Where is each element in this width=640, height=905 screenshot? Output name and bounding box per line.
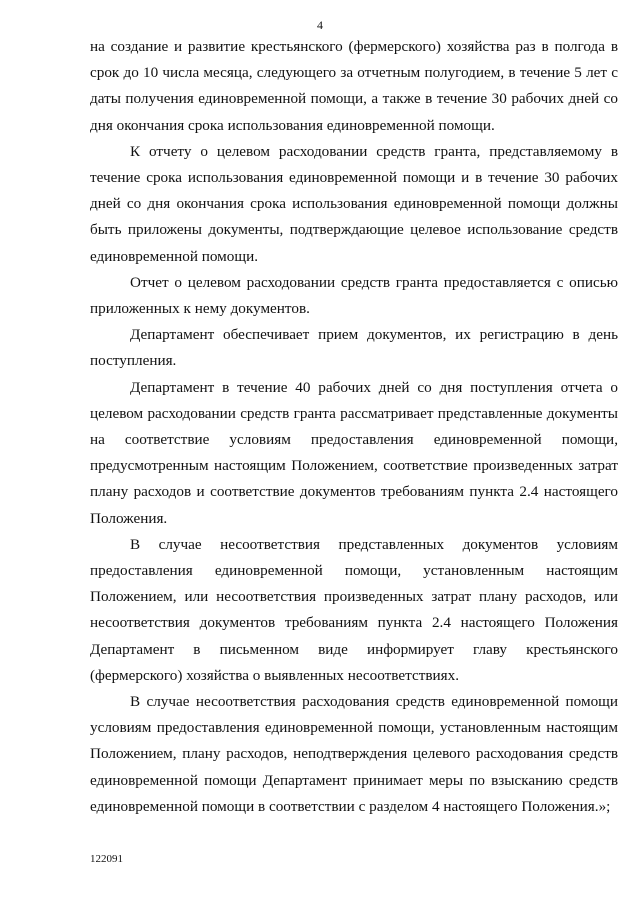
paragraph-nonconformity-notice: В случае несоответствия представленных документов условиям предоставления единовременной помощи, установленным настоящим Положением, или несоответствия произведенных затрат плану расходов, или несоответствия документов требованиям пункта 2.4 настоящего Положения Департамент в письменном виде информирует главу крестьянского (фермерского) хозяйства о выявленных несоответствиях.	[90, 535, 618, 684]
paragraph-document-registration: Департамент обеспечивает прием документов, их регистрацию в день поступления.	[90, 326, 618, 370]
paragraph-report-deadlines: на создание и развитие крестьянского (фермерского) хозяйства раз в полгода в срок до 10 числа месяца, следующего за отчетным полугодием, в течение 5 лет с даты получения единовременной помощи, а также в течение 30 рабочих дней со дня окончания срока использования единовременной помощи.	[90, 38, 618, 134]
page-number: 4	[317, 18, 323, 32]
paragraph-report-review: Департамент в течение 40 рабочих дней со дня поступления отчета о целевом расходовании средств гранта рассматривает представленные документы на соответствие условиям предоставления единовременной помощи, предусмотренным настоящим Положением, соответствие произведенных затрат плану расходов и соответствие документов требованиям пункта 2.4 настоящего Положения.	[90, 378, 618, 527]
paragraph-recovery-measures: В случае несоответствия расходования средств единовременной помощи условиям предоставления единовременной помощи, установленным настоящим Положением, плану расходов, неподтверждения целевого расходования средств единовременной помощи Департамент принимает меры по взысканию средств единовременной помощи в соответствии с разделом 4 настоящего Положения.»;	[90, 693, 618, 815]
paragraph-report-inventory: Отчет о целевом расходовании средств гранта предоставляется с описью приложенных к нему документов.	[90, 273, 618, 318]
paragraph-attached-documents: К отчету о целевом расходовании средств гранта, представляемому в течение срока использования единовременной помощи и в течение 30 рабочих дней со дня окончания срока использования единовременной помощи должны быть приложены документы, подтверждающие целевое использование средств единовременной помощи.	[90, 142, 618, 265]
document-code: 122091	[90, 853, 123, 865]
document-body	[90, 34, 618, 820]
